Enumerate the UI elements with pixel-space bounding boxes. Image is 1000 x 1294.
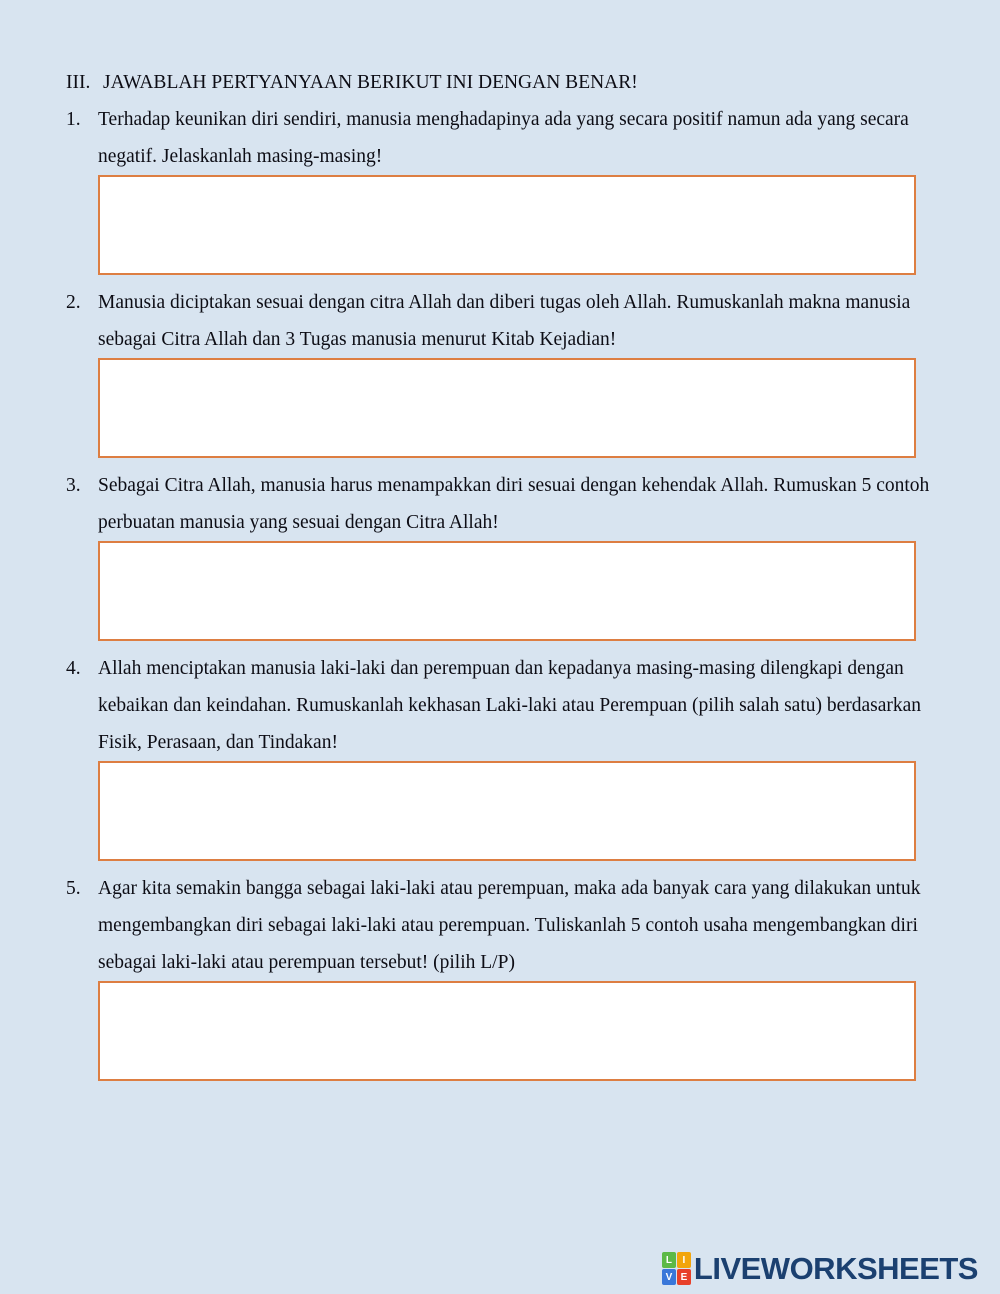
answer-input-3[interactable] bbox=[98, 541, 916, 641]
answer-input-1[interactable] bbox=[98, 175, 916, 275]
question-item-2 bbox=[66, 284, 1000, 458]
liveworksheets-logo bbox=[662, 1252, 978, 1285]
logo-tile-e: E bbox=[677, 1269, 691, 1285]
section-heading bbox=[66, 64, 1000, 101]
section-title: JAWABLAH PERTYANYAAN BERIKUT INI DENGAN BENAR! bbox=[103, 72, 638, 93]
question-number: 4. bbox=[66, 658, 81, 679]
question-text-row bbox=[66, 650, 1000, 761]
question-number: 5. bbox=[66, 878, 81, 899]
question-item-1 bbox=[66, 101, 1000, 275]
liveworksheets-brand-text: LIVEWORKSHEETS bbox=[693, 1251, 978, 1286]
question-text-row bbox=[66, 870, 1000, 981]
question-item-5 bbox=[66, 870, 1000, 1081]
logo-tile-i: I bbox=[677, 1252, 691, 1268]
section-numeral: III. bbox=[66, 72, 91, 93]
answer-input-2[interactable] bbox=[98, 358, 916, 458]
question-number: 1. bbox=[66, 109, 81, 130]
question-text-row bbox=[66, 284, 1000, 358]
liveworksheets-tiles-icon bbox=[662, 1252, 691, 1285]
question-text: Allah menciptakan manusia laki-laki dan perempuan dan kepadanya masing-masing dilengkapi dengan kebaikan dan keindahan. Rumuskanlah kekhasan Laki-laki atau Perempuan (pilih salah satu) berdasarkan Fisik, Perasaan, dan Tindakan! bbox=[98, 658, 922, 753]
logo-tile-v: V bbox=[662, 1269, 676, 1285]
question-number: 3. bbox=[66, 475, 81, 496]
question-text: Agar kita semakin bangga sebagai laki-laki atau perempuan, maka ada banyak cara yang dilakukan untuk mengembangkan diri sebagai laki-laki atau perempuan. Tuliskanlah 5 contoh usaha mengembangkan diri sebagai laki-laki atau perempuan tersebut! (pilih L/P) bbox=[98, 878, 921, 973]
question-number: 2. bbox=[66, 292, 81, 313]
question-text: Terhadap keunikan diri sendiri, manusia menghadapinya ada yang secara positif namun ada yang secara negatif. Jelaskanlah masing-masing! bbox=[98, 109, 909, 167]
answer-input-4[interactable] bbox=[98, 761, 916, 861]
question-item-3 bbox=[66, 467, 1000, 641]
question-item-4 bbox=[66, 650, 1000, 861]
question-text: Sebagai Citra Allah, manusia harus menampakkan diri sesuai dengan kehendak Allah. Rumuskan 5 contoh perbuatan manusia yang sesuai dengan Citra Allah! bbox=[98, 475, 930, 533]
question-text-row bbox=[66, 101, 1000, 175]
question-text-row bbox=[66, 467, 1000, 541]
question-text: Manusia diciptakan sesuai dengan citra Allah dan diberi tugas oleh Allah. Rumuskanlah makna manusia sebagai Citra Allah dan 3 Tugas manusia menurut Kitab Kejadian! bbox=[98, 292, 911, 350]
logo-tile-l: L bbox=[662, 1252, 676, 1268]
answer-input-5[interactable] bbox=[98, 981, 916, 1081]
